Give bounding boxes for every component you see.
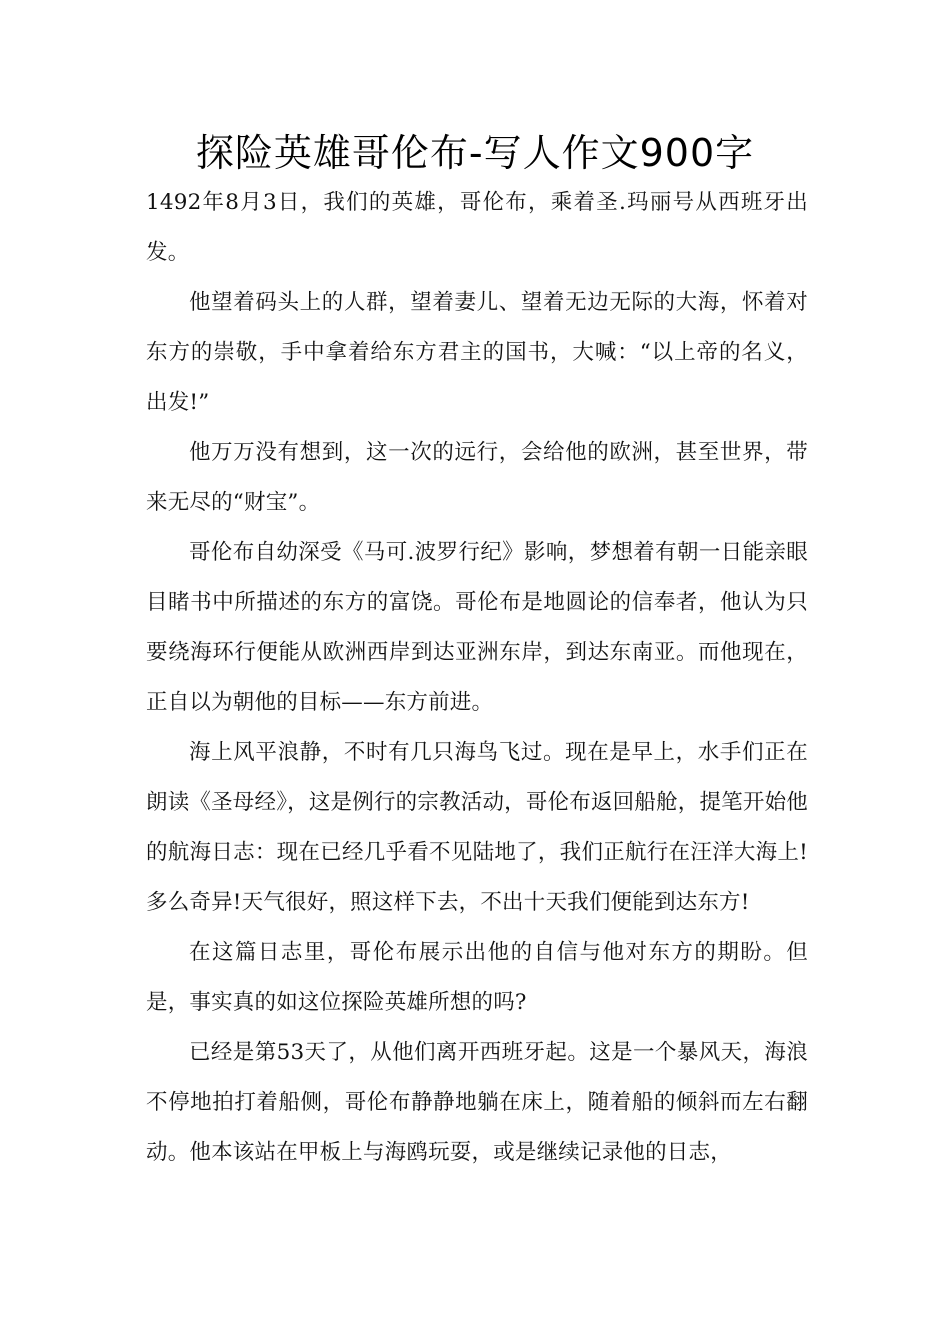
paragraph-5: 海上风平浪静，不时有几只海鸟飞过。现在是早上，水手们正在朗读《圣母经》，这是例行的宗教活动，哥伦布返回船舱，提笔开始他的航海日志：现在已经几乎看不见陆地了，我们正航行在汪洋大海上!多么奇异!天气很好，照这样下去，不出十天我们便能到达东方!	[146, 740, 808, 915]
paragraph-7: 已经是第53天了，从他们离开西班牙起。这是一个暴风天，海浪不停地拍打着船侧，哥伦布静静地躺在床上，随着船的倾斜而左右翻动。他本该站在甲板上与海鸥玩耍，或是继续记录他的日志，	[146, 1040, 808, 1165]
document-title: 探险英雄哥伦布-写人作文900字	[195, 131, 755, 175]
paragraph-1: 1492年8月3日，我们的英雄，哥伦布，乘着圣.玛丽号从西班牙出发。	[146, 190, 808, 265]
paragraph-4: 哥伦布自幼深受《马可.波罗行纪》影响，梦想着有朝一日能亲眼目睹书中所描述的东方的富饶。哥伦布是地圆论的信奉者，他认为只要绕海环行便能从欧洲西岸到达亚洲东岸，到达东南亚。而他现在，正自以为朝他的目标——东方前进。	[146, 540, 808, 715]
paragraph-2: 他望着码头上的人群，望着妻儿、望着无边无际的大海，怀着对东方的崇敬，手中拿着给东方君主的国书，大喊：“以上帝的名义，出发!”	[146, 290, 808, 415]
paragraph-3: 他万万没有想到，这一次的远行，会给他的欧洲，甚至世界，带来无尽的“财宝”。	[146, 440, 808, 515]
document-body	[146, 178, 808, 1178]
paragraph-6: 在这篇日志里，哥伦布展示出他的自信与他对东方的期盼。但是，事实真的如这位探险英雄所想的吗?	[146, 940, 808, 1015]
